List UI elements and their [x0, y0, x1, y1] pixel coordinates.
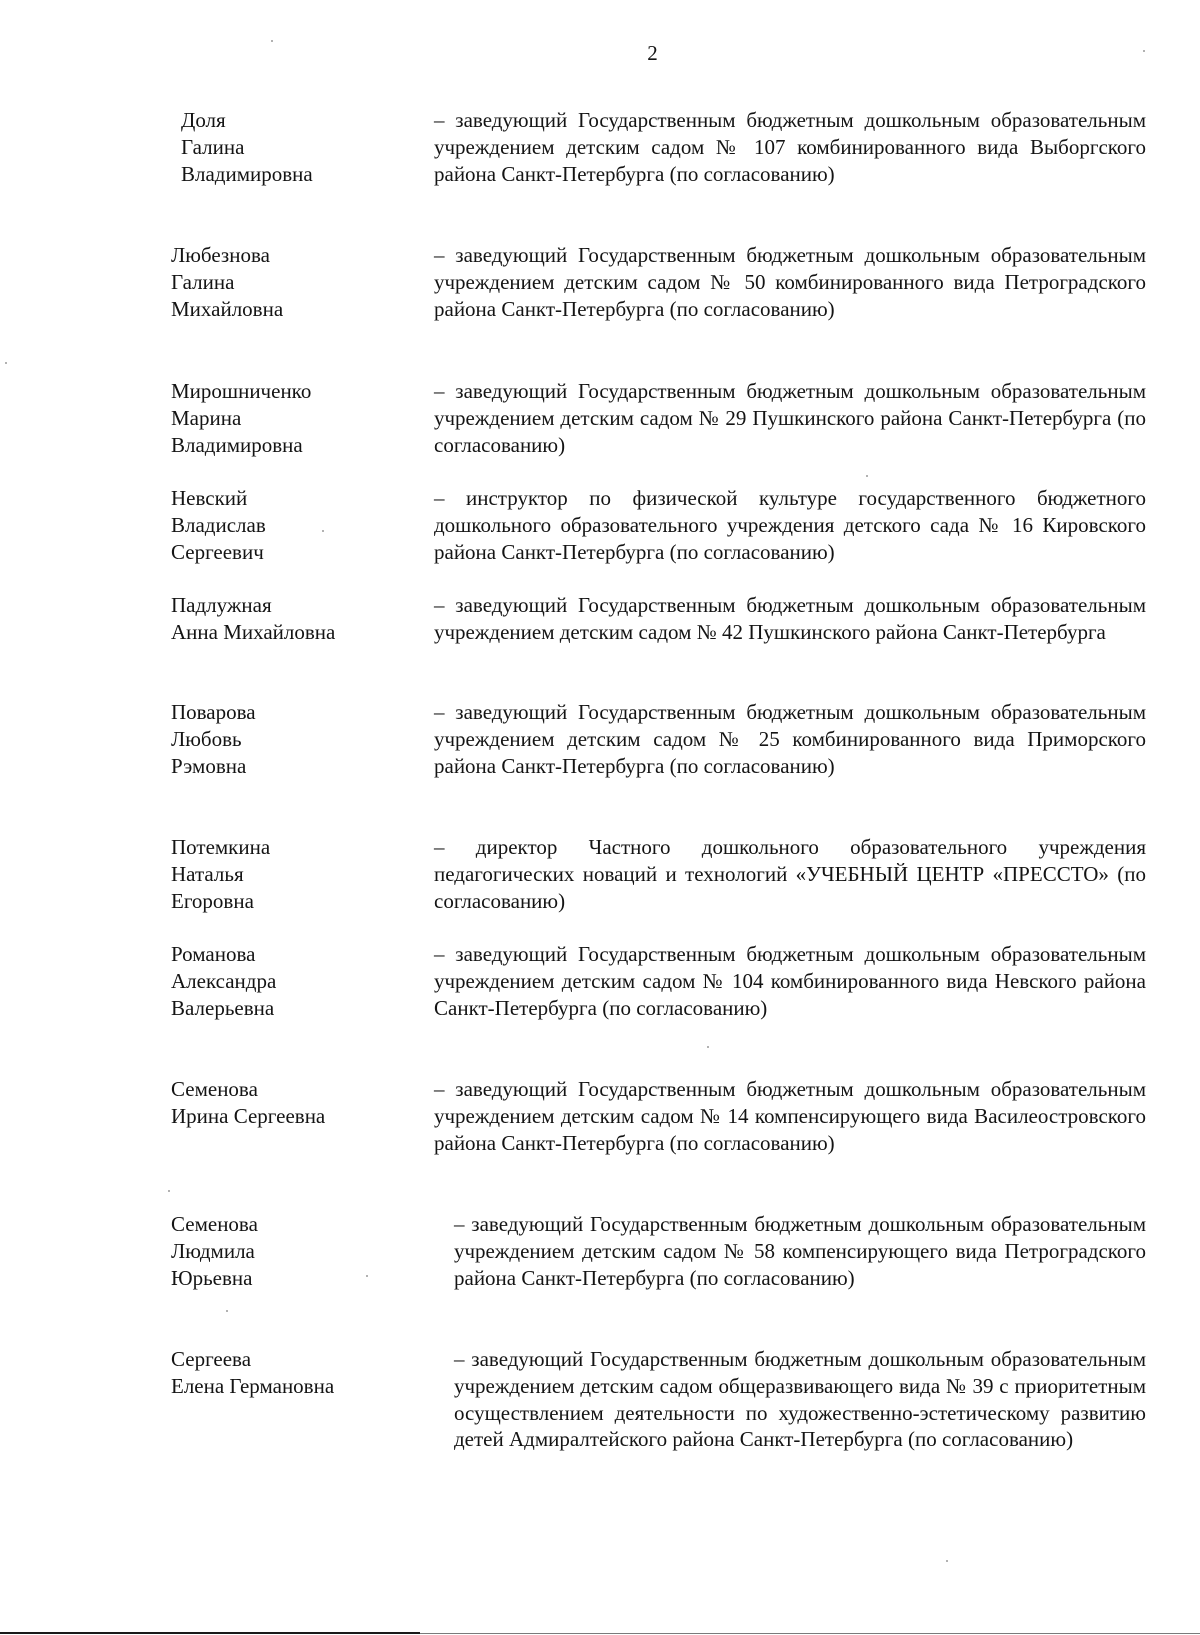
member-description: – заведующий Государственным бюджетным дошкольным образовательным учреждением детским садом № 25 комбинированного вида Приморского района Санкт-Петербурга (по согласованию) [434, 700, 1146, 778]
member-name [171, 242, 411, 322]
name-line: Анна Михайловна [171, 619, 336, 644]
name-line: Владимировна [181, 161, 313, 186]
scan-speck [866, 475, 868, 477]
name-line: Александра [171, 968, 277, 993]
member-name [171, 592, 411, 646]
page-number: 2 [647, 41, 658, 65]
scan-speck [1143, 50, 1145, 52]
member-description: – заведующий Государственным бюджетным дошкольным образовательным учреждением детским садом № 58 компенсирующего вида Петроградского района Санкт-Петербурга (по согласованию) [454, 1212, 1146, 1290]
name-line: Егоровна [171, 888, 254, 913]
name-line: Романова [171, 942, 256, 966]
scan-speck [707, 1046, 709, 1048]
name-line: Людмила [171, 1238, 255, 1263]
member-name [181, 107, 421, 187]
name-line: Сергеева [171, 1347, 252, 1371]
name-line: Сергеевич [171, 539, 264, 564]
name-line: Ирина Сергеевна [171, 1103, 326, 1128]
member-description: – заведующий Государственным бюджетным дошкольным образовательным учреждением детским садом № 104 комбинированного вида Невского района Санкт-Петербурга (по согласованию) [434, 942, 1146, 1020]
name-line: Семенова [171, 1077, 258, 1101]
member-description: – заведующий Государственным бюджетным дошкольным образовательным учреждением детским садом № 14 компенсирующего вида Василеостровского района Санкт-Петербурга (по согласованию) [434, 1077, 1146, 1155]
name-line: Поварова [171, 700, 256, 724]
member-description: – инструктор по физической культуре государственного бюджетного дошкольного образовательного учреждения детского сада № 16 Кировского района Санкт-Петербурга (по согласованию) [434, 486, 1146, 564]
scan-speck [366, 1275, 368, 1277]
member-description: – заведующий Государственным бюджетным дошкольным образовательным учреждением детским садом № 107 комбинированного вида Выборгского района Санкт-Петербурга (по согласованию) [434, 108, 1146, 186]
name-line: Семенова [171, 1212, 258, 1236]
member-description: – заведующий Государственным бюджетным дошкольным образовательным учреждением детским садом общеразвивающего вида № 39 с приоритетным осуществлением деятельности по художественно-эстетическому развитию детей Адмиралтейского района Санкт-Петербурга (по согласованию) [454, 1347, 1146, 1452]
name-line: Невский [171, 486, 248, 510]
name-line: Мирошниченко [171, 379, 312, 403]
name-line: Галина [171, 269, 235, 294]
name-line: Владимировна [171, 432, 303, 457]
scan-speck [5, 362, 7, 364]
member-name [171, 1076, 411, 1130]
name-line: Елена Германовна [171, 1373, 335, 1398]
name-line: Михайловна [171, 296, 284, 321]
member-description: – директор Частного дошкольного образовательного учреждения педагогических новаций и технологий «УЧЕБНЫЙ ЦЕНТР «ПРЕССТО» (по согласованию) [434, 835, 1146, 913]
name-line: Любезнова [171, 243, 270, 267]
name-line: Юрьевна [171, 1265, 253, 1290]
scan-speck [946, 1560, 948, 1562]
name-line: Галина [181, 134, 245, 159]
name-line: Владислав [171, 512, 266, 537]
member-name [171, 1346, 411, 1400]
member-description: – заведующий Государственным бюджетным дошкольным образовательным учреждением детским садом № 50 комбинированного вида Петроградского района Санкт-Петербурга (по согласованию) [434, 243, 1146, 321]
member-name [171, 699, 411, 779]
member-description: – заведующий Государственным бюджетным дошкольным образовательным учреждением детским садом № 42 Пушкинского района Санкт-Петербурга [434, 593, 1146, 644]
member-description: – заведующий Государственным бюджетным дошкольным образовательным учреждением детским садом № 29 Пушкинского района Санкт-Петербурга (по согласованию) [434, 379, 1146, 457]
scan-border-line [420, 1633, 1200, 1634]
scan-speck [168, 1190, 170, 1192]
name-line: Доля [181, 108, 226, 132]
name-line: Падлужная [171, 593, 272, 617]
member-name [171, 834, 411, 914]
scan-border-line [0, 1632, 420, 1634]
scan-speck [322, 530, 324, 532]
name-line: Потемкина [171, 835, 271, 859]
member-name [171, 485, 411, 565]
name-line: Любовь [171, 726, 242, 751]
name-line: Рэмовна [171, 753, 247, 778]
name-line: Валерьевна [171, 995, 275, 1020]
name-line: Наталья [171, 861, 244, 886]
name-line: Марина [171, 405, 242, 430]
scan-speck [271, 40, 273, 42]
member-name [171, 1211, 411, 1291]
member-name [171, 378, 411, 458]
member-name [171, 941, 411, 1021]
scan-speck [226, 1310, 228, 1312]
